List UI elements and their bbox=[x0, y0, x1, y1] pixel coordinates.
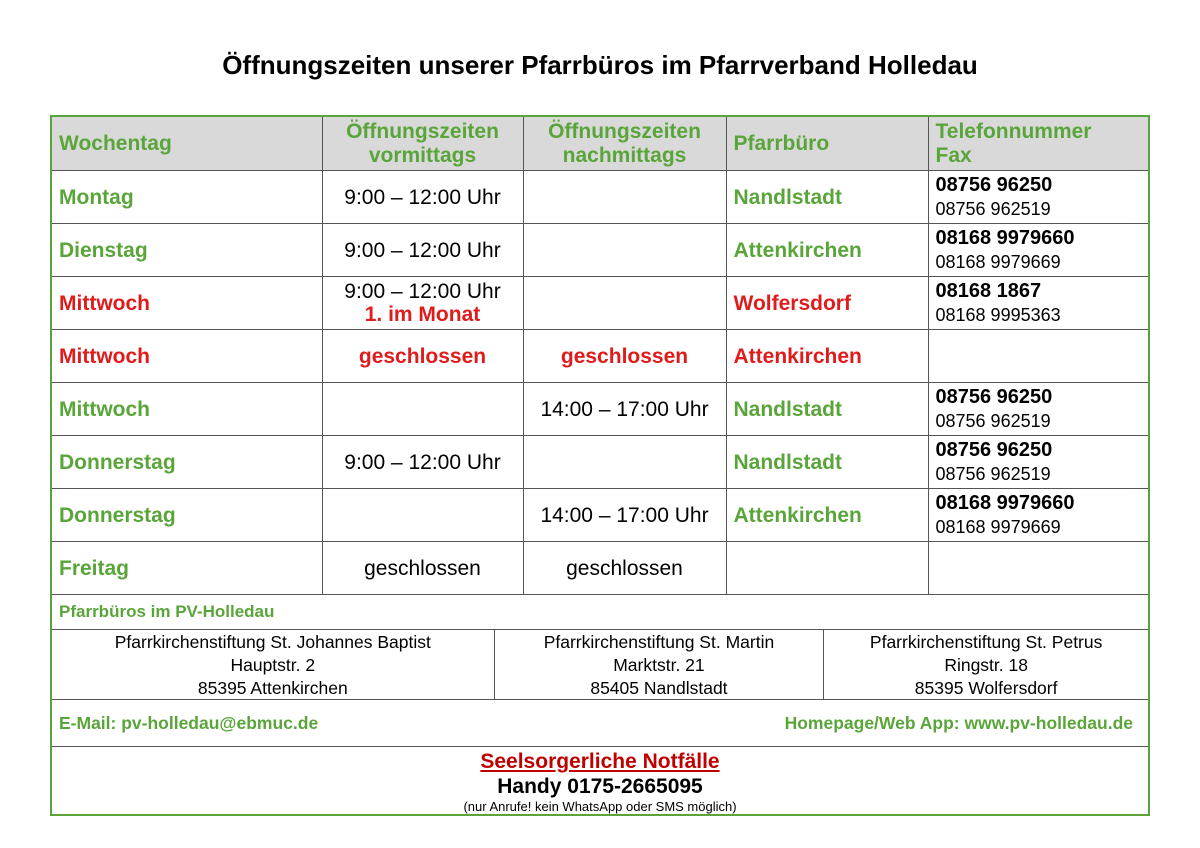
header-morning-line1: Öffnungszeiten bbox=[346, 119, 499, 143]
weekday-cell bbox=[52, 542, 322, 595]
phone-number: 08168 9979660 bbox=[935, 492, 1075, 514]
weekday-cell bbox=[52, 224, 322, 277]
header-phone-line1: Telefonnummer bbox=[935, 119, 1092, 143]
office-city: 85405 Nandlstadt bbox=[590, 678, 728, 698]
morning-hours-cell bbox=[322, 383, 523, 436]
weekday-cell bbox=[52, 489, 322, 542]
office-street: Ringstr. 18 bbox=[944, 655, 1028, 675]
phone-number: 08168 1867 bbox=[935, 280, 1042, 302]
table-row bbox=[52, 224, 1148, 277]
phone-number: 08756 96250 bbox=[935, 439, 1053, 461]
header-fax-line: Fax bbox=[935, 143, 972, 167]
office-name: Wolfersdorf bbox=[733, 291, 851, 315]
afternoon-hours-cell bbox=[523, 542, 726, 595]
weekday-cell bbox=[52, 171, 322, 224]
office-city: 85395 Wolfersdorf bbox=[914, 678, 1058, 698]
offices-heading: Pfarrbüros im PV-Holledau bbox=[52, 595, 1148, 630]
afternoon-hours: 14:00 – 17:00 Uhr bbox=[540, 503, 709, 527]
emergency-phone[interactable]: Handy 0175-2665095 bbox=[497, 775, 703, 798]
office-name: Pfarrkirchenstiftung St. Martin bbox=[543, 632, 775, 652]
phone-number: 08756 96250 bbox=[935, 174, 1053, 196]
office-name: Nandlstadt bbox=[733, 185, 843, 209]
afternoon-hours-cell bbox=[523, 224, 726, 277]
morning-hours: geschlossen bbox=[358, 344, 487, 368]
morning-hours: 9:00 – 12:00 Uhr bbox=[344, 238, 501, 262]
header-phone bbox=[928, 117, 1148, 171]
table-row bbox=[52, 277, 1148, 330]
header-office: Pfarrbüro bbox=[726, 117, 928, 171]
morning-hours: geschlossen bbox=[364, 556, 481, 580]
weekday: Mittwoch bbox=[59, 344, 150, 368]
morning-hours: 9:00 – 12:00 Uhr bbox=[344, 450, 501, 474]
office-cell bbox=[726, 277, 928, 330]
afternoon-hours-cell bbox=[523, 171, 726, 224]
afternoon-hours: 14:00 – 17:00 Uhr bbox=[540, 397, 709, 421]
header-morning bbox=[322, 117, 523, 171]
weekday: Dienstag bbox=[59, 238, 148, 262]
afternoon-hours: geschlossen bbox=[560, 344, 689, 368]
header-afternoon-line1: Öffnungszeiten bbox=[548, 119, 701, 143]
fax-number: 08756 962519 bbox=[935, 411, 1051, 431]
afternoon-hours-cell bbox=[523, 436, 726, 489]
morning-note: 1. im Monat bbox=[364, 303, 481, 326]
office-name: Nandlstadt bbox=[733, 397, 843, 421]
office-street: Marktstr. 21 bbox=[613, 655, 705, 675]
afternoon-hours-cell bbox=[523, 489, 726, 542]
table-row bbox=[52, 436, 1148, 489]
phone-number: 08168 9979660 bbox=[935, 227, 1075, 249]
phone-cell bbox=[928, 436, 1148, 489]
afternoon-hours-cell bbox=[523, 277, 726, 330]
weekday: Montag bbox=[59, 185, 134, 209]
office-cell bbox=[726, 171, 928, 224]
contact-row bbox=[52, 700, 1148, 747]
email-link[interactable]: E-Mail: pv-holledau@ebmuc.de bbox=[59, 713, 319, 733]
header-afternoon bbox=[523, 117, 726, 171]
table-row bbox=[52, 330, 1148, 383]
morning-hours-cell bbox=[322, 436, 523, 489]
office-name: Pfarrkirchenstiftung St. Johannes Baptist bbox=[114, 632, 431, 652]
phone-cell bbox=[928, 224, 1148, 277]
header-afternoon-line2: nachmittags bbox=[562, 143, 687, 167]
phone-cell bbox=[928, 383, 1148, 436]
morning-hours: 9:00 – 12:00 Uhr bbox=[344, 280, 501, 303]
office-cell bbox=[726, 489, 928, 542]
phone-cell bbox=[928, 330, 1148, 383]
header-morning-line2: vormittags bbox=[368, 143, 477, 167]
office-city: 85395 Attenkirchen bbox=[197, 678, 348, 698]
offices-addresses bbox=[52, 630, 1148, 700]
fax-number: 08168 9979669 bbox=[935, 252, 1061, 272]
morning-hours-cell bbox=[322, 330, 523, 383]
morning-hours: 9:00 – 12:00 Uhr bbox=[344, 185, 501, 209]
phone-cell bbox=[928, 171, 1148, 224]
phone-cell bbox=[928, 277, 1148, 330]
office-cell bbox=[726, 542, 928, 595]
office-address bbox=[823, 630, 1148, 699]
phone-number: 08756 96250 bbox=[935, 386, 1053, 408]
table-row bbox=[52, 489, 1148, 542]
weekday-cell bbox=[52, 277, 322, 330]
office-name: Attenkirchen bbox=[733, 344, 862, 368]
weekday-cell bbox=[52, 383, 322, 436]
fax-number: 08756 962519 bbox=[935, 464, 1051, 484]
weekday: Freitag bbox=[59, 556, 130, 580]
emergency-heading: Seelsorgerliche Notfälle bbox=[480, 750, 720, 773]
weekday-cell bbox=[52, 436, 322, 489]
header-weekday: Wochentag bbox=[52, 117, 322, 171]
weekday: Mittwoch bbox=[59, 397, 150, 421]
office-cell bbox=[726, 330, 928, 383]
weekday: Mittwoch bbox=[59, 291, 150, 315]
office-address bbox=[52, 630, 494, 699]
fax-number: 08756 962519 bbox=[935, 199, 1051, 219]
page-title: Öffnungszeiten unserer Pfarrbüros im Pfarrverband Holledau bbox=[222, 50, 978, 80]
table-row bbox=[52, 171, 1148, 224]
homepage-link[interactable]: Homepage/Web App: www.pv-holledau.de bbox=[784, 713, 1133, 733]
phone-cell bbox=[928, 489, 1148, 542]
weekday-cell bbox=[52, 330, 322, 383]
morning-hours-cell bbox=[322, 542, 523, 595]
phone-cell bbox=[928, 542, 1148, 595]
emergency-section bbox=[52, 747, 1148, 815]
office-cell bbox=[726, 224, 928, 277]
morning-hours-cell bbox=[322, 489, 523, 542]
afternoon-hours-cell bbox=[523, 330, 726, 383]
emergency-note: (nur Anrufe! kein WhatsApp oder SMS möglich) bbox=[463, 799, 737, 814]
table-row bbox=[52, 542, 1148, 595]
office-name: Attenkirchen bbox=[733, 503, 862, 527]
office-street: Hauptstr. 2 bbox=[230, 655, 316, 675]
opening-hours-table bbox=[50, 115, 1150, 816]
fax-number: 08168 9995363 bbox=[935, 305, 1061, 325]
office-name: Attenkirchen bbox=[733, 238, 862, 262]
morning-hours-cell bbox=[322, 224, 523, 277]
afternoon-hours: geschlossen bbox=[566, 556, 683, 580]
afternoon-hours-cell bbox=[523, 383, 726, 436]
office-name: Nandlstadt bbox=[733, 450, 843, 474]
table-row bbox=[52, 383, 1148, 436]
header-row bbox=[52, 117, 1148, 171]
weekday: Donnerstag bbox=[59, 503, 176, 527]
office-address bbox=[494, 630, 824, 699]
morning-hours-cell bbox=[322, 171, 523, 224]
office-cell bbox=[726, 383, 928, 436]
morning-hours-cell bbox=[322, 277, 523, 330]
office-name: Pfarrkirchenstiftung St. Petrus bbox=[869, 632, 1103, 652]
office-cell bbox=[726, 436, 928, 489]
fax-number: 08168 9979669 bbox=[935, 517, 1061, 537]
weekday: Donnerstag bbox=[59, 450, 176, 474]
